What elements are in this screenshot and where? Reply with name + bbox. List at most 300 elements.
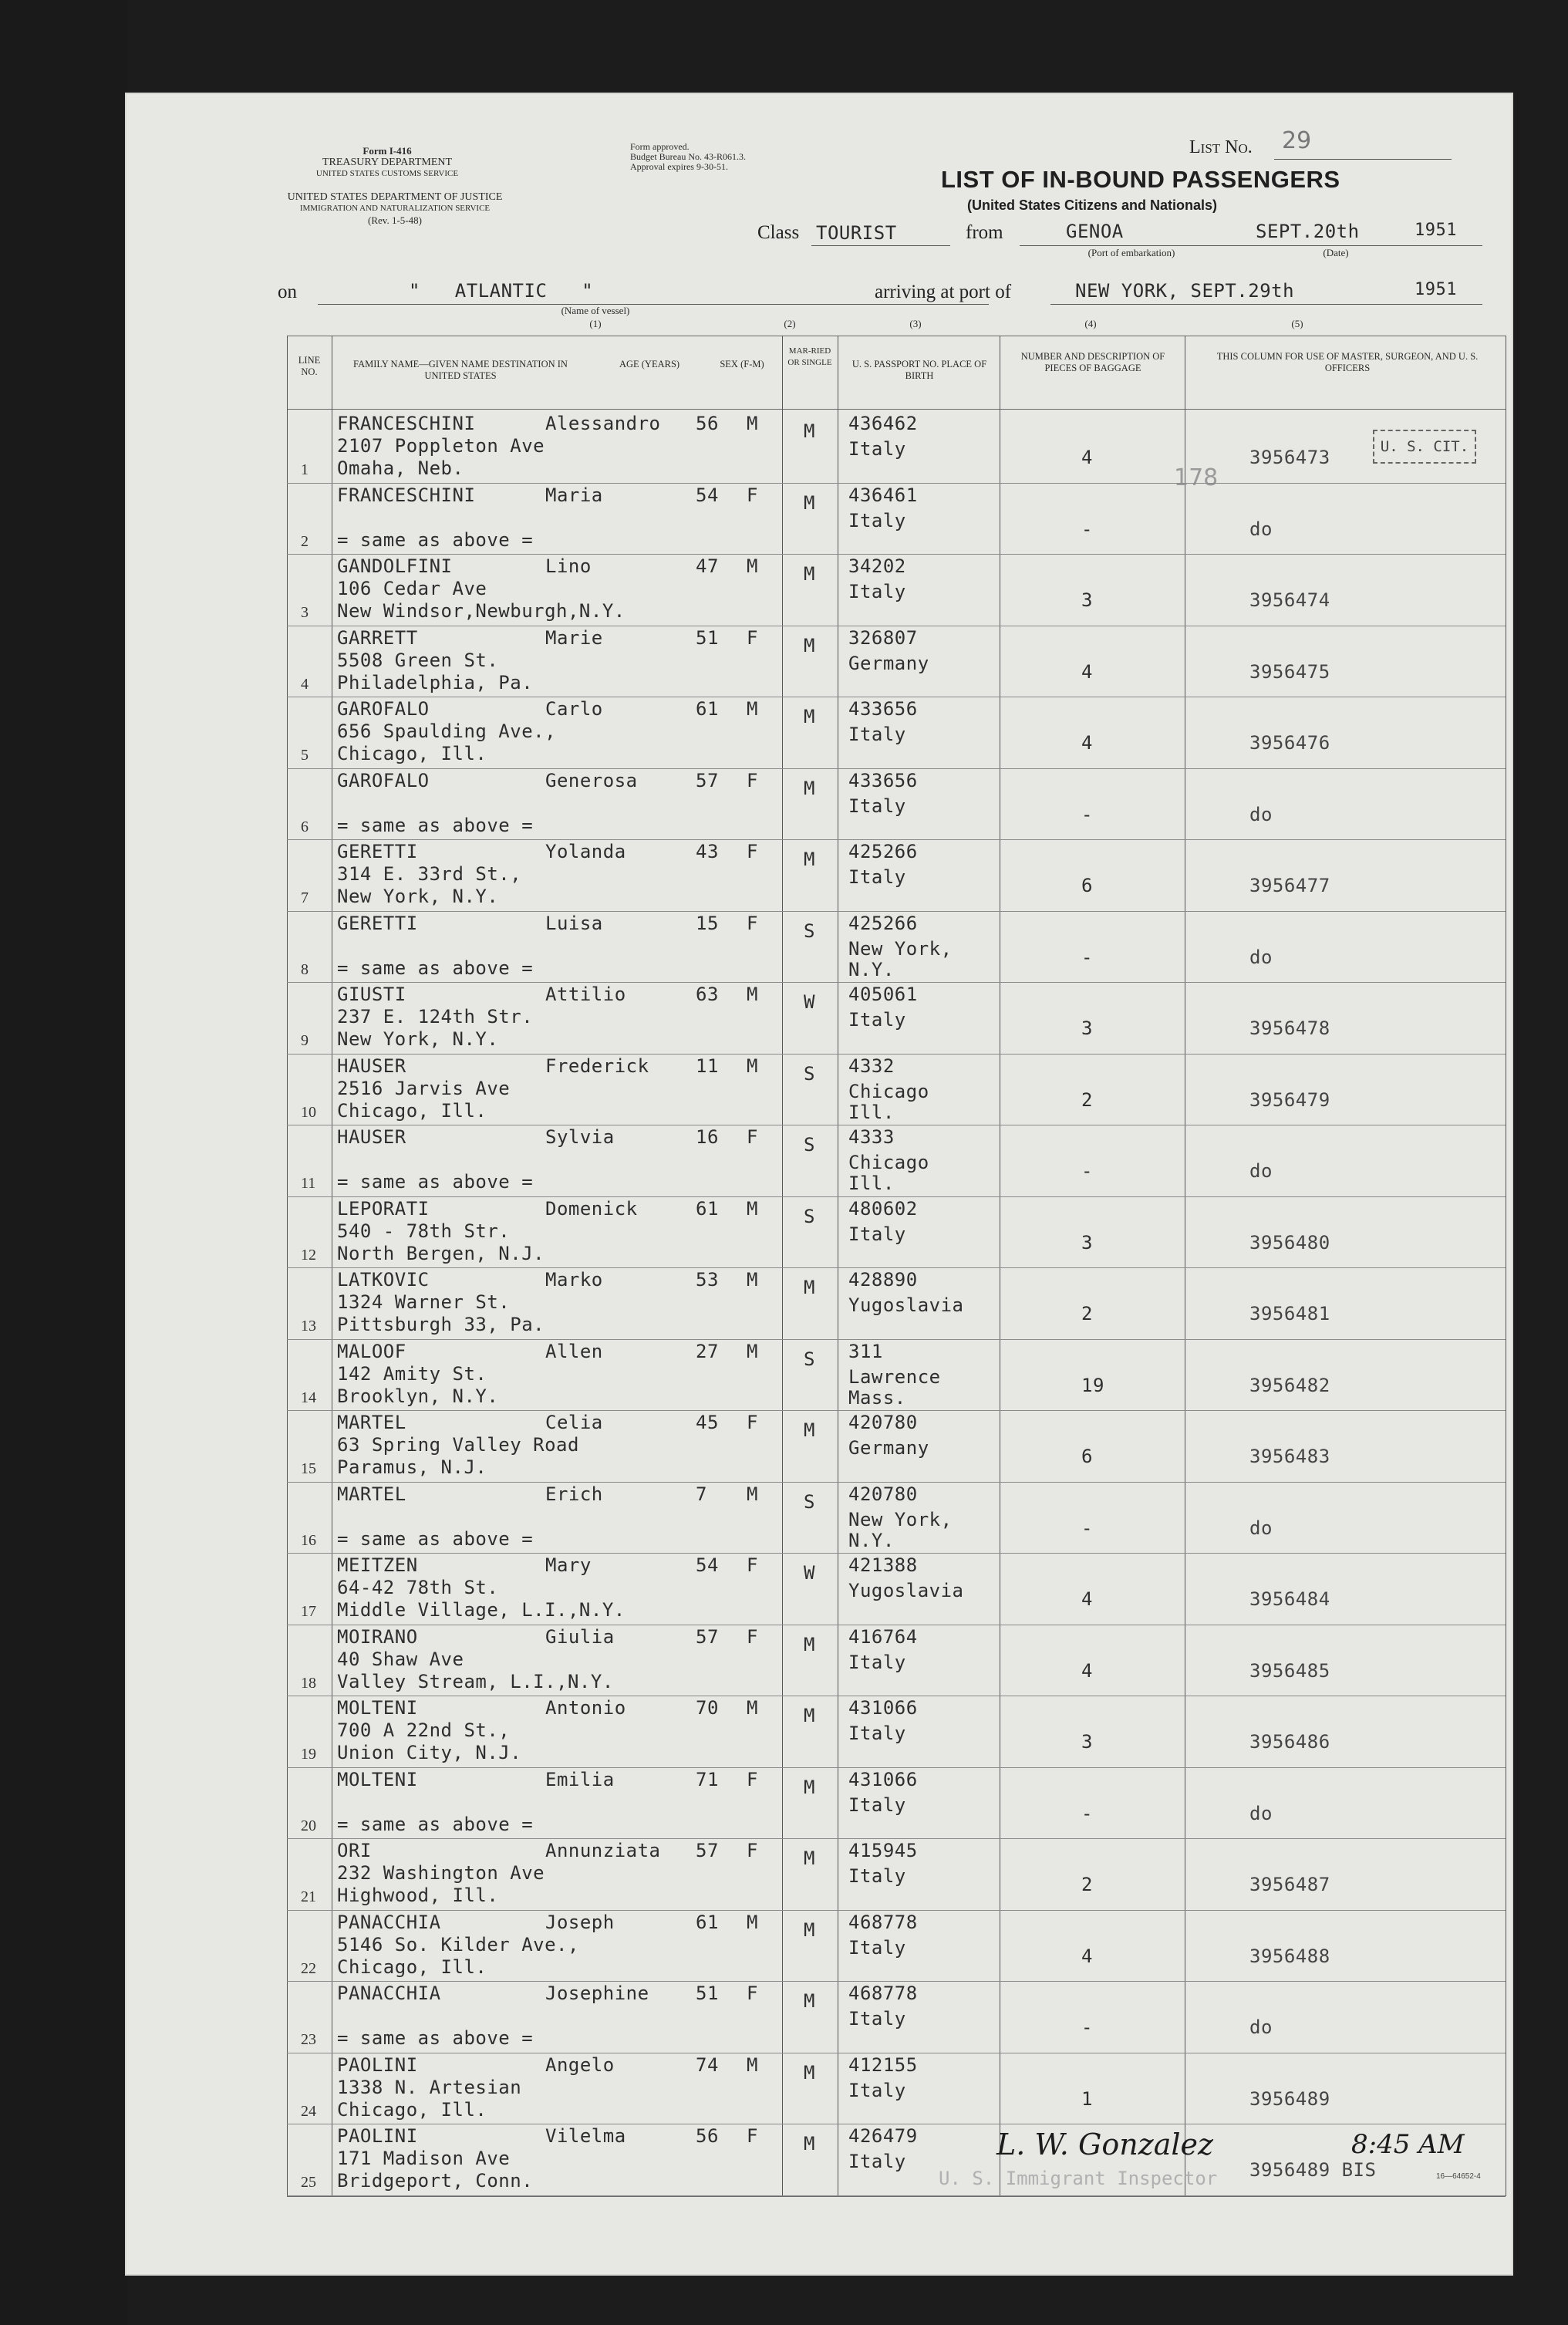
officer-entry: do bbox=[1249, 518, 1273, 540]
marital-status: M bbox=[804, 2062, 815, 2084]
passport-number: 420780 bbox=[848, 1412, 918, 1433]
baggage-count: 1 bbox=[1081, 2088, 1093, 2110]
address-line-1: 5508 Green St. bbox=[337, 650, 499, 671]
address-line-2: Paramus, N.J. bbox=[337, 1456, 487, 1478]
given-name: Joseph bbox=[545, 1912, 615, 1933]
age: 15 bbox=[696, 913, 719, 934]
officer-entry: 3956479 bbox=[1249, 1089, 1330, 1111]
revision-label: (Rev. 1-5-48) bbox=[368, 214, 422, 226]
place-of-birth-line-2: Ill. bbox=[848, 1173, 895, 1194]
given-name: Frederick bbox=[545, 1055, 649, 1077]
customs-label: UNITED STATES CUSTOMS SERVICE bbox=[315, 169, 459, 178]
address-line-2: Middle Village, L.I.,N.Y. bbox=[337, 1599, 626, 1621]
line-number: 3 bbox=[301, 604, 309, 621]
sex: M bbox=[747, 1269, 758, 1291]
place-of-birth: Italy bbox=[848, 1223, 906, 1245]
line-number: 13 bbox=[301, 1318, 316, 1335]
sex: F bbox=[747, 1126, 758, 1148]
marital-status: M bbox=[804, 1848, 815, 1869]
place-of-birth: Italy bbox=[848, 438, 906, 460]
justice-label: UNITED STATES DEPARTMENT OF JUSTICE bbox=[287, 191, 503, 203]
inspector-label: U. S. Immigrant Inspector bbox=[939, 2168, 1218, 2189]
passport-number: 4333 bbox=[848, 1126, 895, 1148]
place-of-birth: Italy bbox=[848, 724, 906, 745]
place-of-birth: Chicago bbox=[848, 1152, 929, 1173]
arriving-line bbox=[1050, 304, 1482, 305]
row-divider bbox=[287, 982, 1506, 983]
age: 57 bbox=[696, 770, 719, 791]
surname: LEPORATI bbox=[337, 1198, 430, 1220]
column-header-baggage: NUMBER AND DESCRIPTION OF PIECES OF BAGGAGE bbox=[1020, 351, 1165, 373]
passport-number: 480602 bbox=[848, 1198, 918, 1220]
list-number-line bbox=[1274, 159, 1452, 160]
page-title: LIST OF IN-BOUND PASSENGERS bbox=[941, 166, 1340, 193]
address-line-2: Chicago, Ill. bbox=[337, 1956, 487, 1978]
officer-entry: 3956476 bbox=[1249, 732, 1330, 754]
given-name: Domenick bbox=[545, 1198, 638, 1220]
given-name: Luisa bbox=[545, 913, 603, 934]
surname: GARRETT bbox=[337, 627, 418, 649]
officer-entry: do bbox=[1249, 2016, 1273, 2038]
given-name: Angelo bbox=[545, 2054, 615, 2076]
given-name: Maria bbox=[545, 484, 603, 506]
column-border bbox=[782, 336, 783, 2196]
passport-number: 326807 bbox=[848, 627, 918, 649]
age: 51 bbox=[696, 1982, 719, 2004]
address-line-2: Pittsburgh 33, Pa. bbox=[337, 1314, 545, 1335]
class-label: Class bbox=[757, 222, 800, 243]
form-code: 16—64652-4 bbox=[1436, 2172, 1481, 2181]
age: 45 bbox=[696, 1412, 719, 1433]
column-header-married: MAR-RIED OR SINGLE bbox=[787, 346, 832, 367]
officer-entry: 3956488 bbox=[1249, 1945, 1330, 1967]
age: 54 bbox=[696, 1554, 719, 1576]
age: 70 bbox=[696, 1697, 719, 1719]
address-line-1: 700 A 22nd St., bbox=[337, 1719, 511, 1741]
row-divider bbox=[287, 768, 1506, 769]
address-line-2: New York, N.Y. bbox=[337, 1028, 499, 1050]
column-header-officers: THIS COLUMN FOR USE OF MASTER, SURGEON, AND U. S. OFFICERS bbox=[1216, 351, 1479, 373]
baggage-count: 3 bbox=[1081, 1017, 1093, 1039]
from-line bbox=[1020, 245, 1290, 246]
row-divider bbox=[287, 1054, 1506, 1055]
place-of-birth: Italy bbox=[848, 1652, 906, 1673]
line-number: 1 bbox=[301, 461, 309, 478]
line-number: 8 bbox=[301, 961, 309, 978]
officer-entry: 3956473 bbox=[1249, 447, 1330, 468]
page-subtitle: (United States Citizens and Nationals) bbox=[967, 197, 1218, 213]
marital-status: M bbox=[804, 635, 815, 656]
passport-number: 468778 bbox=[848, 1912, 918, 1933]
approval-block bbox=[630, 142, 831, 172]
officer-entry: 3956486 bbox=[1249, 1731, 1330, 1753]
column-number-4: (4) bbox=[1084, 318, 1097, 329]
line-number: 2 bbox=[301, 533, 309, 550]
surname: LATKOVIC bbox=[337, 1269, 430, 1291]
row-divider bbox=[287, 1553, 1506, 1554]
given-name: Mary bbox=[545, 1554, 592, 1576]
surname: GERETTI bbox=[337, 913, 418, 934]
baggage-count: - bbox=[1081, 1803, 1093, 1824]
marital-status: M bbox=[804, 1705, 815, 1726]
arrival-year: 1951 bbox=[1415, 280, 1457, 299]
passport-number: 431066 bbox=[848, 1697, 918, 1719]
given-name: Yolanda bbox=[545, 841, 626, 862]
sex: M bbox=[747, 1697, 758, 1719]
baggage-count: 6 bbox=[1081, 1446, 1093, 1467]
officer-entry: do bbox=[1249, 1517, 1273, 1539]
arrival-port-date: NEW YORK, SEPT.29th bbox=[1075, 280, 1295, 302]
baggage-count: 4 bbox=[1081, 661, 1093, 683]
age: 63 bbox=[696, 984, 719, 1005]
column-border bbox=[287, 336, 288, 2196]
surname: MARTEL bbox=[337, 1412, 406, 1433]
list-number-value: 29 bbox=[1282, 127, 1312, 154]
age: 56 bbox=[696, 413, 719, 434]
place-of-birth: Germany bbox=[848, 653, 929, 674]
line-number: 21 bbox=[301, 1888, 316, 1905]
passport-number: 431066 bbox=[848, 1769, 918, 1790]
age: 27 bbox=[696, 1341, 719, 1362]
address-line-1: 232 Washington Ave bbox=[337, 1862, 545, 1884]
passport-number: 433656 bbox=[848, 698, 918, 720]
address-line-2: New York, N.Y. bbox=[337, 886, 499, 907]
place-of-birth: Italy bbox=[848, 1794, 906, 1816]
margin-note: 178 bbox=[1174, 464, 1219, 491]
marital-status: W bbox=[804, 1562, 815, 1584]
line-number: 6 bbox=[301, 818, 309, 835]
expiry-text: Approval expires 9-30-51. bbox=[630, 161, 728, 172]
address-line-2: = same as above = bbox=[337, 815, 534, 836]
surname: MOIRANO bbox=[337, 1626, 418, 1648]
place-of-birth: Lawrence bbox=[848, 1366, 941, 1388]
given-name: Vilelma bbox=[545, 2125, 626, 2147]
place-of-birth: Italy bbox=[848, 2008, 906, 2030]
address-line-2: = same as above = bbox=[337, 2027, 534, 2049]
age: 47 bbox=[696, 555, 719, 577]
given-name: Giulia bbox=[545, 1626, 615, 1648]
passport-number: 425266 bbox=[848, 841, 918, 862]
surname: MARTEL bbox=[337, 1483, 406, 1505]
marital-status: W bbox=[804, 991, 815, 1013]
marital-status: S bbox=[804, 1206, 815, 1227]
sex: M bbox=[747, 1341, 758, 1362]
sex: F bbox=[747, 1840, 758, 1861]
departure-year: 1951 bbox=[1415, 221, 1457, 240]
address-line-1: 40 Shaw Ave bbox=[337, 1648, 464, 1670]
address-line-2: = same as above = bbox=[337, 957, 534, 979]
marital-status: M bbox=[804, 1777, 815, 1798]
surname: GAROFALO bbox=[337, 698, 430, 720]
place-of-birth: Italy bbox=[848, 1865, 906, 1887]
class-value: TOURIST bbox=[816, 222, 897, 244]
sex: F bbox=[747, 913, 758, 934]
given-name: Generosa bbox=[545, 770, 638, 791]
sex: M bbox=[747, 984, 758, 1005]
column-header-passport: U. S. PASSPORT NO. PLACE OF BIRTH bbox=[851, 359, 987, 381]
on-label: on bbox=[278, 282, 297, 302]
address-line-2: Brooklyn, N.Y. bbox=[337, 1385, 499, 1407]
from-label: from bbox=[966, 222, 1003, 243]
address-line-1: 1338 N. Artesian bbox=[337, 2077, 522, 2098]
baggage-count: 4 bbox=[1081, 1945, 1093, 1967]
surname: HAUSER bbox=[337, 1126, 406, 1148]
surname: GIUSTI bbox=[337, 984, 406, 1005]
address-line-2: = same as above = bbox=[337, 1814, 534, 1835]
age: 53 bbox=[696, 1269, 719, 1291]
row-divider bbox=[287, 1482, 1506, 1483]
address-line-2: = same as above = bbox=[337, 529, 534, 551]
baggage-count: - bbox=[1081, 804, 1093, 825]
marital-status: M bbox=[804, 492, 815, 514]
officer-entry: 3956483 bbox=[1249, 1446, 1330, 1467]
baggage-count: - bbox=[1081, 518, 1093, 540]
place-of-birth: Italy bbox=[848, 1723, 906, 1744]
line-number: 15 bbox=[301, 1460, 316, 1477]
baggage-count: 3 bbox=[1081, 589, 1093, 611]
officer-entry: 3956475 bbox=[1249, 661, 1330, 683]
sex: M bbox=[747, 1912, 758, 1933]
form-number: Form I-416 bbox=[362, 145, 412, 157]
sex: M bbox=[747, 698, 758, 720]
passport-number: 421388 bbox=[848, 1554, 918, 1576]
place-of-birth: Yugoslavia bbox=[848, 1580, 964, 1601]
inspection-time: 8:45 AM bbox=[1351, 2129, 1465, 2160]
line-number: 4 bbox=[301, 676, 309, 693]
place-of-birth: Italy bbox=[848, 581, 906, 602]
sex: M bbox=[747, 2054, 758, 2076]
baggage-count: 6 bbox=[1081, 875, 1093, 896]
row-divider bbox=[287, 1196, 1506, 1197]
departure-date: SEPT.20th bbox=[1256, 221, 1360, 242]
surname: ORI bbox=[337, 1840, 372, 1861]
given-name: Celia bbox=[545, 1412, 603, 1433]
place-of-birth: Germany bbox=[848, 1437, 929, 1459]
address-line-2: Valley Stream, L.I.,N.Y. bbox=[337, 1671, 614, 1692]
passport-number: 433656 bbox=[848, 770, 918, 791]
surname: PAOLINI bbox=[337, 2125, 418, 2147]
column-header-age: AGE (YEARS) bbox=[619, 359, 680, 370]
surname: MEITZEN bbox=[337, 1554, 418, 1576]
surname: PANACCHIA bbox=[337, 1912, 441, 1933]
sex: M bbox=[747, 1483, 758, 1505]
marital-status: M bbox=[804, 1419, 815, 1441]
marital-status: M bbox=[804, 1919, 815, 1941]
sex: F bbox=[747, 1769, 758, 1790]
row-divider bbox=[287, 1838, 1506, 1839]
vessel-caption: (Name of vessel) bbox=[561, 305, 630, 316]
surname: FRANCESCHINI bbox=[337, 413, 476, 434]
place-of-birth: Italy bbox=[848, 510, 906, 531]
row-divider bbox=[287, 1267, 1506, 1268]
sex: F bbox=[747, 770, 758, 791]
line-number: 23 bbox=[301, 2031, 316, 2048]
line-number: 11 bbox=[301, 1175, 316, 1192]
from-value: GENOA bbox=[1066, 221, 1124, 242]
address-line-1: 1324 Warner St. bbox=[337, 1291, 511, 1313]
sex: F bbox=[747, 627, 758, 649]
list-number-label: List No. bbox=[1189, 137, 1253, 157]
officer-entry: 3956478 bbox=[1249, 1017, 1330, 1039]
surname: GERETTI bbox=[337, 841, 418, 862]
row-divider bbox=[287, 1410, 1506, 1411]
age: 16 bbox=[696, 1126, 719, 1148]
address-line-2: New Windsor,Newburgh,N.Y. bbox=[337, 600, 626, 622]
surname: MOLTENI bbox=[337, 1697, 418, 1719]
line-number: 10 bbox=[301, 1104, 316, 1121]
baggage-count: 4 bbox=[1081, 1588, 1093, 1610]
column-number-1: (1) bbox=[589, 318, 602, 329]
address-line-2: Chicago, Ill. bbox=[337, 1100, 487, 1122]
officer-entry: 3956474 bbox=[1249, 589, 1330, 611]
class-line bbox=[811, 245, 950, 246]
sex: F bbox=[747, 1554, 758, 1576]
given-name: Emilia bbox=[545, 1769, 615, 1790]
place-of-birth: Chicago bbox=[848, 1081, 929, 1102]
row-divider bbox=[287, 2195, 1506, 2196]
address-line-1: 171 Madison Ave bbox=[337, 2148, 511, 2169]
age: 57 bbox=[696, 1840, 719, 1861]
passport-number: 436461 bbox=[848, 484, 918, 506]
officer-entry: 3956482 bbox=[1249, 1375, 1330, 1396]
baggage-count: - bbox=[1081, 1517, 1093, 1539]
date-caption: (Date) bbox=[1323, 247, 1349, 258]
passport-number: 420780 bbox=[848, 1483, 918, 1505]
address-line-1: 5146 So. Kilder Ave., bbox=[337, 1934, 579, 1955]
given-name: Josephine bbox=[545, 1982, 649, 2004]
age: 61 bbox=[696, 1912, 719, 1933]
marital-status: M bbox=[804, 849, 815, 870]
marital-status: M bbox=[804, 1277, 815, 1298]
passport-number: 425266 bbox=[848, 913, 918, 934]
address-line-1: 2107 Poppleton Ave bbox=[337, 435, 545, 457]
sex: F bbox=[747, 484, 758, 506]
address-line-2: = same as above = bbox=[337, 1171, 534, 1193]
marital-status: M bbox=[804, 706, 815, 727]
line-number: 5 bbox=[301, 747, 309, 764]
line-number: 17 bbox=[301, 1603, 316, 1620]
given-name: Marko bbox=[545, 1269, 603, 1291]
given-name: Antonio bbox=[545, 1697, 626, 1719]
place-of-birth-line-2: Mass. bbox=[848, 1387, 906, 1409]
sex: M bbox=[747, 413, 758, 434]
address-line-1: 540 - 78th Str. bbox=[337, 1220, 511, 1242]
line-number: 22 bbox=[301, 1960, 316, 1977]
header-bottom-border bbox=[287, 409, 1506, 410]
treasury-label: TREASURY DEPARTMENT bbox=[322, 157, 453, 168]
place-of-birth-line-2: N.Y. bbox=[848, 959, 895, 980]
row-divider bbox=[287, 1339, 1506, 1340]
officer-entry: 3956485 bbox=[1249, 1660, 1330, 1682]
baggage-count: 2 bbox=[1081, 1089, 1093, 1111]
marital-status: S bbox=[804, 1134, 815, 1156]
surname: GAROFALO bbox=[337, 770, 430, 791]
address-line-2: Chicago, Ill. bbox=[337, 743, 487, 764]
age: 43 bbox=[696, 841, 719, 862]
line-number: 18 bbox=[301, 1675, 316, 1692]
line-number: 24 bbox=[301, 2103, 316, 2120]
sex: M bbox=[747, 555, 758, 577]
passport-number: 428890 bbox=[848, 1269, 918, 1291]
surname: MALOOF bbox=[337, 1341, 406, 1362]
column-number-5: (5) bbox=[1291, 318, 1303, 329]
surname: PANACCHIA bbox=[337, 1982, 441, 2004]
place-of-birth: Italy bbox=[848, 866, 906, 888]
row-divider bbox=[287, 839, 1506, 840]
justice-block bbox=[264, 191, 526, 226]
officer-entry: 3956480 bbox=[1249, 1232, 1330, 1254]
passport-number: 4332 bbox=[848, 1055, 895, 1077]
place-of-birth: Italy bbox=[848, 2151, 906, 2172]
address-line-2: Omaha, Neb. bbox=[337, 457, 464, 479]
address-line-2: Highwood, Ill. bbox=[337, 1885, 499, 1906]
line-number: 9 bbox=[301, 1032, 309, 1049]
marital-status: S bbox=[804, 1348, 815, 1370]
surname: HAUSER bbox=[337, 1055, 406, 1077]
passport-number: 468778 bbox=[848, 1982, 918, 2004]
passport-number: 415945 bbox=[848, 1840, 918, 1861]
officer-entry: 3956477 bbox=[1249, 875, 1330, 896]
marital-status: S bbox=[804, 1063, 815, 1085]
baggage-count: 4 bbox=[1081, 732, 1093, 754]
place-of-birth: Italy bbox=[848, 795, 906, 817]
address-line-1: 106 Cedar Ave bbox=[337, 578, 487, 599]
place-of-birth: Yugoslavia bbox=[848, 1294, 964, 1316]
sex: F bbox=[747, 841, 758, 862]
row-divider bbox=[287, 1767, 1506, 1768]
line-number: 12 bbox=[301, 1247, 316, 1264]
passport-number: 34202 bbox=[848, 555, 906, 577]
age: 74 bbox=[696, 2054, 719, 2076]
date-line bbox=[1251, 245, 1482, 246]
sex: F bbox=[747, 1626, 758, 1648]
address-line-2: North Bergen, N.J. bbox=[337, 1243, 545, 1264]
column-header-line: LINE NO. bbox=[298, 355, 321, 377]
sex: M bbox=[747, 1198, 758, 1220]
given-name: Annunziata bbox=[545, 1840, 661, 1861]
line-number: 14 bbox=[301, 1389, 316, 1406]
table-bottom-border bbox=[287, 2196, 1506, 2197]
officer-entry: 3956481 bbox=[1249, 1303, 1330, 1324]
officer-entry: do bbox=[1249, 1803, 1273, 1824]
place-of-birth: Italy bbox=[848, 1937, 906, 1959]
given-name: Carlo bbox=[545, 698, 603, 720]
age: 54 bbox=[696, 484, 719, 506]
address-line-1: 314 E. 33rd St., bbox=[337, 863, 522, 885]
line-number: 19 bbox=[301, 1746, 316, 1763]
officer-entry: do bbox=[1249, 804, 1273, 825]
surname: PAOLINI bbox=[337, 2054, 418, 2076]
passport-number: 311 bbox=[848, 1341, 883, 1362]
vessel-name: " ATLANTIC " bbox=[409, 280, 594, 302]
binding-strip bbox=[0, 0, 127, 2325]
place-of-birth: New York, bbox=[848, 938, 953, 960]
officer-entry: 3956489 BIS bbox=[1249, 2159, 1377, 2181]
given-name: Sylvia bbox=[545, 1126, 615, 1148]
marital-status: M bbox=[804, 2133, 815, 2155]
age: 7 bbox=[696, 1483, 707, 1505]
address-line-1: 142 Amity St. bbox=[337, 1363, 487, 1385]
baggage-count: - bbox=[1081, 1160, 1093, 1182]
from-caption: (Port of embarkation) bbox=[1087, 247, 1175, 258]
line-number: 7 bbox=[301, 889, 309, 906]
age: 51 bbox=[696, 627, 719, 649]
officer-entry: do bbox=[1249, 947, 1273, 968]
baggage-count: 3 bbox=[1081, 1731, 1093, 1753]
row-divider bbox=[287, 483, 1506, 484]
given-name: Erich bbox=[545, 1483, 603, 1505]
baggage-count: 2 bbox=[1081, 1874, 1093, 1895]
